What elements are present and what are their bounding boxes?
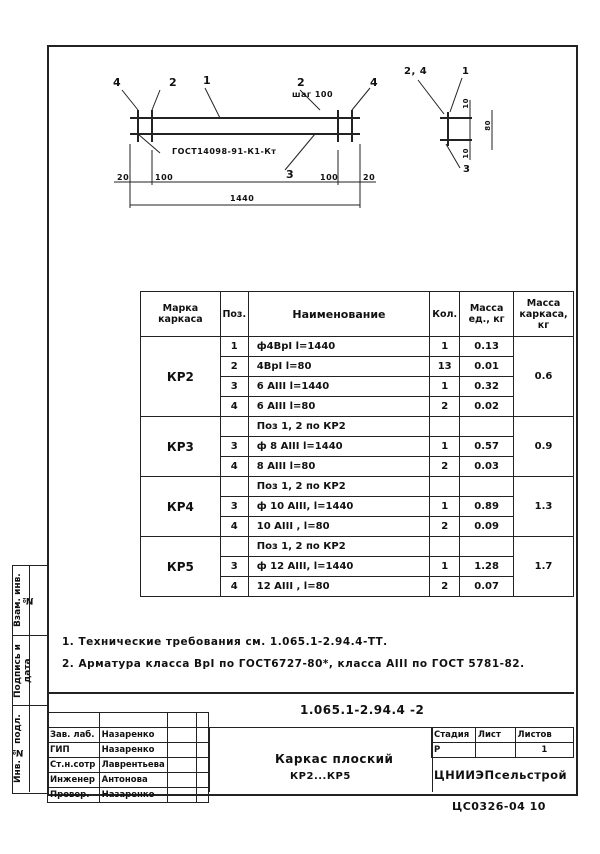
row-mass (460, 537, 514, 557)
row-name: 6 АIII l=80 (248, 397, 429, 417)
row-name: 10 АIII , l=80 (248, 517, 429, 537)
row-qty: 1 (430, 337, 460, 357)
row-qty: 2 (430, 397, 460, 417)
row-qty: 1 (430, 437, 460, 457)
sign-date-label: Подпись и дата (13, 644, 33, 698)
header-name: Наименование (248, 292, 429, 337)
staff-table (47, 712, 209, 803)
pos-label-2-left: 2 (169, 76, 178, 89)
frame-mark: КР2 (141, 337, 221, 417)
table-row (141, 477, 574, 497)
row-pos (220, 537, 248, 557)
section-dim-10-bottom: 10 (462, 148, 470, 159)
signature (167, 743, 196, 758)
stage-value-row (432, 743, 574, 758)
row-qty: 13 (430, 357, 460, 377)
frame-mass: 1.3 (514, 477, 574, 537)
dim-100-right: 100 (320, 173, 339, 182)
drawing-title: Каркас плоский (275, 752, 394, 766)
inv-orig-label: Инв. № подл. (13, 714, 23, 784)
header-mass-frame: Масса каркаса, кг (514, 292, 574, 337)
signature (167, 773, 196, 788)
row-pos: 1 (220, 337, 248, 357)
staff-name: Антонова (99, 773, 167, 788)
row-pos: 2 (220, 357, 248, 377)
pos-label-2-right: 2 (297, 76, 306, 89)
staff-role: Ст.н.сотр (48, 758, 100, 773)
staff-row (48, 788, 209, 803)
table-row (141, 337, 574, 357)
row-name: 12 АIII , l=80 (248, 577, 429, 597)
staff-name: Назаренко (99, 788, 167, 803)
staff-role: Зав. лаб. (48, 728, 100, 743)
row-pos: 3 (220, 377, 248, 397)
staff-row-empty (48, 713, 209, 728)
staff-row (48, 758, 209, 773)
dim-100-left: 100 (155, 173, 174, 182)
staff-name: Назаренко (99, 728, 167, 743)
footer-code: ЦС0326-04 10 (452, 800, 546, 813)
row-pos: 4 (220, 457, 248, 477)
row-mass: 0.57 (460, 437, 514, 457)
table-row (141, 537, 574, 557)
row-mass: 0.02 (460, 397, 514, 417)
header-pos: Поз. (220, 292, 248, 337)
pos-label-3: 3 (286, 168, 295, 181)
staff-role: Инженер (48, 773, 100, 788)
section-dim-10-top: 10 (462, 98, 470, 109)
pos-label-4-left: 4 (113, 76, 122, 89)
row-pos: 3 (220, 557, 248, 577)
header-mass-unit: Масса ед., кг (460, 292, 514, 337)
staff-row (48, 743, 209, 758)
sheet-value (475, 743, 515, 758)
row-mass: 0.89 (460, 497, 514, 517)
staff-name: Назаренко (99, 743, 167, 758)
frame-mark: КР4 (141, 477, 221, 537)
frame-mass: 0.9 (514, 417, 574, 477)
row-pos: 4 (220, 577, 248, 597)
row-name: ф 10 АIII, l=1440 (248, 497, 429, 517)
pos-label-4-right: 4 (370, 76, 379, 89)
row-qty: 2 (430, 457, 460, 477)
stage-value: Р (432, 743, 476, 758)
section-label-2-4: 2, 4 (404, 66, 428, 77)
row-mass (460, 477, 514, 497)
staff-row (48, 773, 209, 788)
row-pos (220, 417, 248, 437)
dim-total: 1440 (230, 194, 255, 203)
section-dim-80: 80 (484, 120, 492, 131)
header-qty: Кол. (430, 292, 460, 337)
frame-mark: КР5 (141, 537, 221, 597)
staff-name: Лаврентьева (99, 758, 167, 773)
drawing-subtitle: КР2...КР5 (290, 771, 351, 782)
dim-20-right: 20 (363, 173, 376, 182)
row-pos: 4 (220, 517, 248, 537)
sheets-value: 1 (515, 743, 573, 758)
row-pos (220, 477, 248, 497)
spacing-label: шаг 100 (292, 90, 334, 99)
row-name: ф 8 АIII l=1440 (248, 437, 429, 457)
organization-name: ЦНИИЭПсельстрой (434, 768, 568, 782)
section-label-1: 1 (462, 66, 470, 77)
stage-table (431, 727, 574, 758)
staff-role: ГИП (48, 743, 100, 758)
signature (167, 728, 196, 743)
sheets-header: Листов (515, 728, 573, 743)
pos-label-1: 1 (203, 74, 212, 87)
frame-mass: 0.6 (514, 337, 574, 417)
table-header-row (141, 292, 574, 337)
row-name: ф 12 АIII, l=1440 (248, 557, 429, 577)
note-2: 2. Арматура класса ВрI по ГОСТ6727-80*, класса АIII по ГОСТ 5781-82. (62, 658, 525, 670)
row-mass: 0.07 (460, 577, 514, 597)
row-mass: 0.01 (460, 357, 514, 377)
row-name: Поз 1, 2 по КР2 (248, 417, 429, 437)
row-name: 6 АIII l=1440 (248, 377, 429, 397)
header-mark: Марка каркаса (141, 292, 221, 337)
row-qty: 2 (430, 577, 460, 597)
row-qty (430, 537, 460, 557)
sheet-header: Лист (475, 728, 515, 743)
staff-role: Провер. (48, 788, 100, 803)
row-name: Поз 1, 2 по КР2 (248, 477, 429, 497)
frame-mass: 1.7 (514, 537, 574, 597)
row-pos: 4 (220, 397, 248, 417)
row-qty (430, 417, 460, 437)
dim-20-left: 20 (117, 173, 130, 182)
staff-row (48, 728, 209, 743)
row-mass: 1.28 (460, 557, 514, 577)
specification-table (140, 291, 574, 597)
row-qty: 1 (430, 377, 460, 397)
row-mass: 0.32 (460, 377, 514, 397)
row-mass: 0.13 (460, 337, 514, 357)
row-mass: 0.09 (460, 517, 514, 537)
gost-reference: ГОСТ14098-91-К1-Кт (172, 147, 277, 156)
row-name: 4ВрI l=80 (248, 357, 429, 377)
table-row (141, 417, 574, 437)
row-pos: 3 (220, 437, 248, 457)
section-drawing (400, 60, 520, 180)
row-pos: 3 (220, 497, 248, 517)
signature (167, 758, 196, 773)
row-qty (430, 477, 460, 497)
document-code: 1.065.1-2.94.4 -2 (300, 703, 425, 717)
signature (167, 788, 196, 803)
section-label-3: 3 (463, 164, 471, 175)
frame-mark: КР3 (141, 417, 221, 477)
row-name: 8 АIII l=80 (248, 457, 429, 477)
stage-header-row (432, 728, 574, 743)
row-mass (460, 417, 514, 437)
stage-header: Стадия (432, 728, 476, 743)
row-qty: 1 (430, 557, 460, 577)
inv-no-label: Взам. инв. № (13, 573, 33, 627)
row-qty: 1 (430, 497, 460, 517)
note-1: 1. Технические требования см. 1.065.1-2.94.4-ТТ. (62, 636, 388, 648)
row-mass: 0.03 (460, 457, 514, 477)
row-qty: 2 (430, 517, 460, 537)
row-name: ф4ВрI l=1440 (248, 337, 429, 357)
row-name: Поз 1, 2 по КР2 (248, 537, 429, 557)
